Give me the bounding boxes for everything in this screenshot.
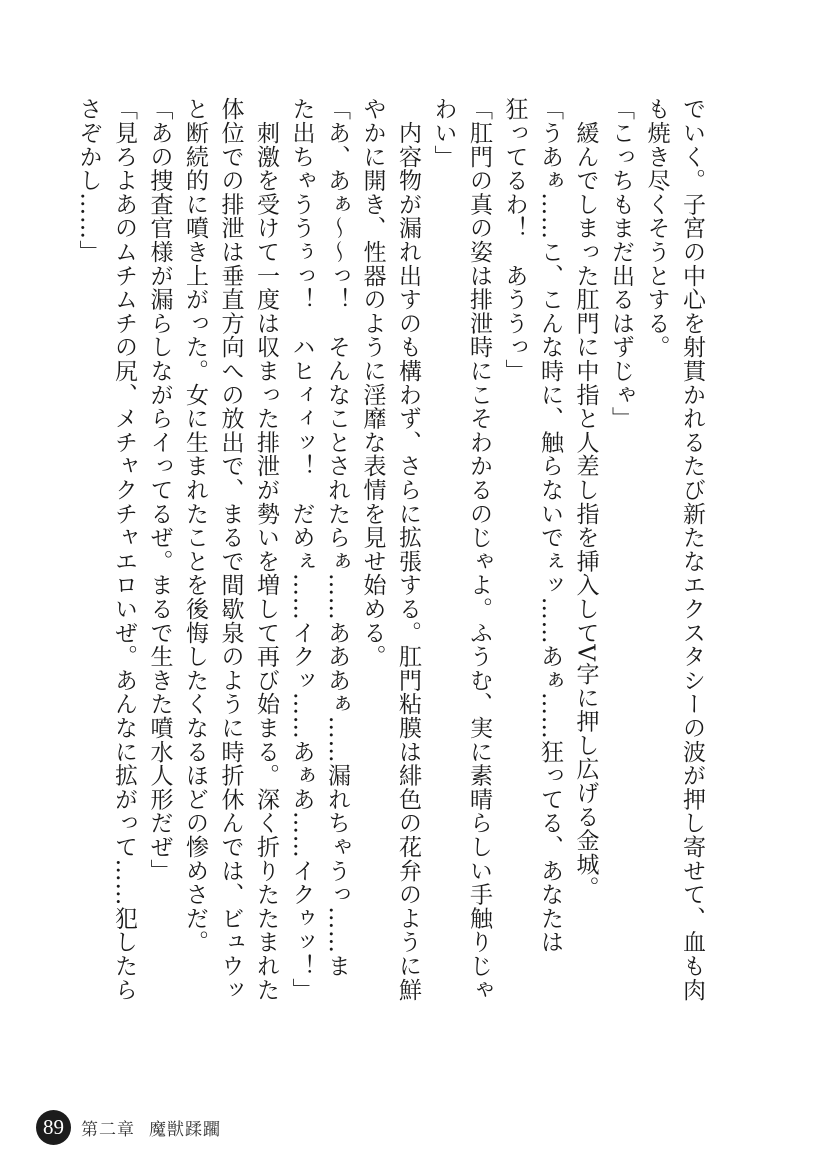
text-line: さぞかし……」 (75, 97, 102, 264)
text-line: 「肛門の真の姿は排泄時にこそわかるのじゃよ。ふうむ、実に素晴らしい手触りじゃ (466, 97, 492, 1002)
text-line: 狂ってるわ！ あううっ」 (501, 97, 528, 383)
text-line: 「あ、あぁ〜〜っ！ そんなことされたらぁ……あああぁ……漏れちゃうっ……ま (324, 97, 350, 978)
text-line: 「あの捜査官様が漏らしながらイってるぜ。まるで生きた噴水人形だぜ」 (146, 97, 173, 883)
page-number: 89 (36, 1110, 71, 1145)
text-line: 内容物が漏れ出すのも構わず、さらに拡張する。肛門粘膜は緋色の花弁のように鮮 (395, 97, 421, 1002)
text-line: 体位での排泄は垂直方向への放出で、まるで間歇泉のように時折休んでは、ビュウッ (217, 97, 244, 1002)
page-footer (36, 1110, 221, 1145)
text-line: 緩んでしまった肛門に中指と人差し指を挿入してV字に押し広げる金城。 (572, 97, 599, 900)
text-line: 「うあぁ……こ、こんな時に、触らないでぇッ……あぁ……狂ってる、あなたは (537, 97, 563, 954)
chapter-label: 第二章 (81, 1120, 135, 1140)
text-line: やかに開き、性器のように淫靡な表情を見せ始める。 (359, 97, 386, 669)
text-line: 「こっちもまだ出るはずじゃ」 (608, 97, 634, 431)
chapter-title: 魔獣蹂躙 (149, 1120, 221, 1140)
body-text (69, 97, 709, 1037)
text-line: 「見ろよあのムチムチの尻、メチャクチャエロいぜ。あんなに拡がって……犯したら (111, 97, 137, 1002)
text-line: わい」 (430, 97, 457, 169)
text-line: 刺激を受けて一度は収まった排泄が勢いを増して再び始まる。深く折りたたまれた (253, 97, 279, 1002)
text-line: た出ちゃううぅっ！ ハヒィィッ！ だめぇ……イクッ……あぁあ……イクゥッ！」 (288, 97, 315, 1002)
text-line: と断続的に噴き上がった。女に生まれたことを後悔したくなるほどの惨めさだ。 (182, 97, 208, 954)
text-line: でいく。子宮の中心を射貫かれるたび新たなエクスタシーの波が押し寄せて、血も肉 (679, 97, 705, 1002)
text-line: も焼き尽くそうとする。 (643, 97, 670, 359)
